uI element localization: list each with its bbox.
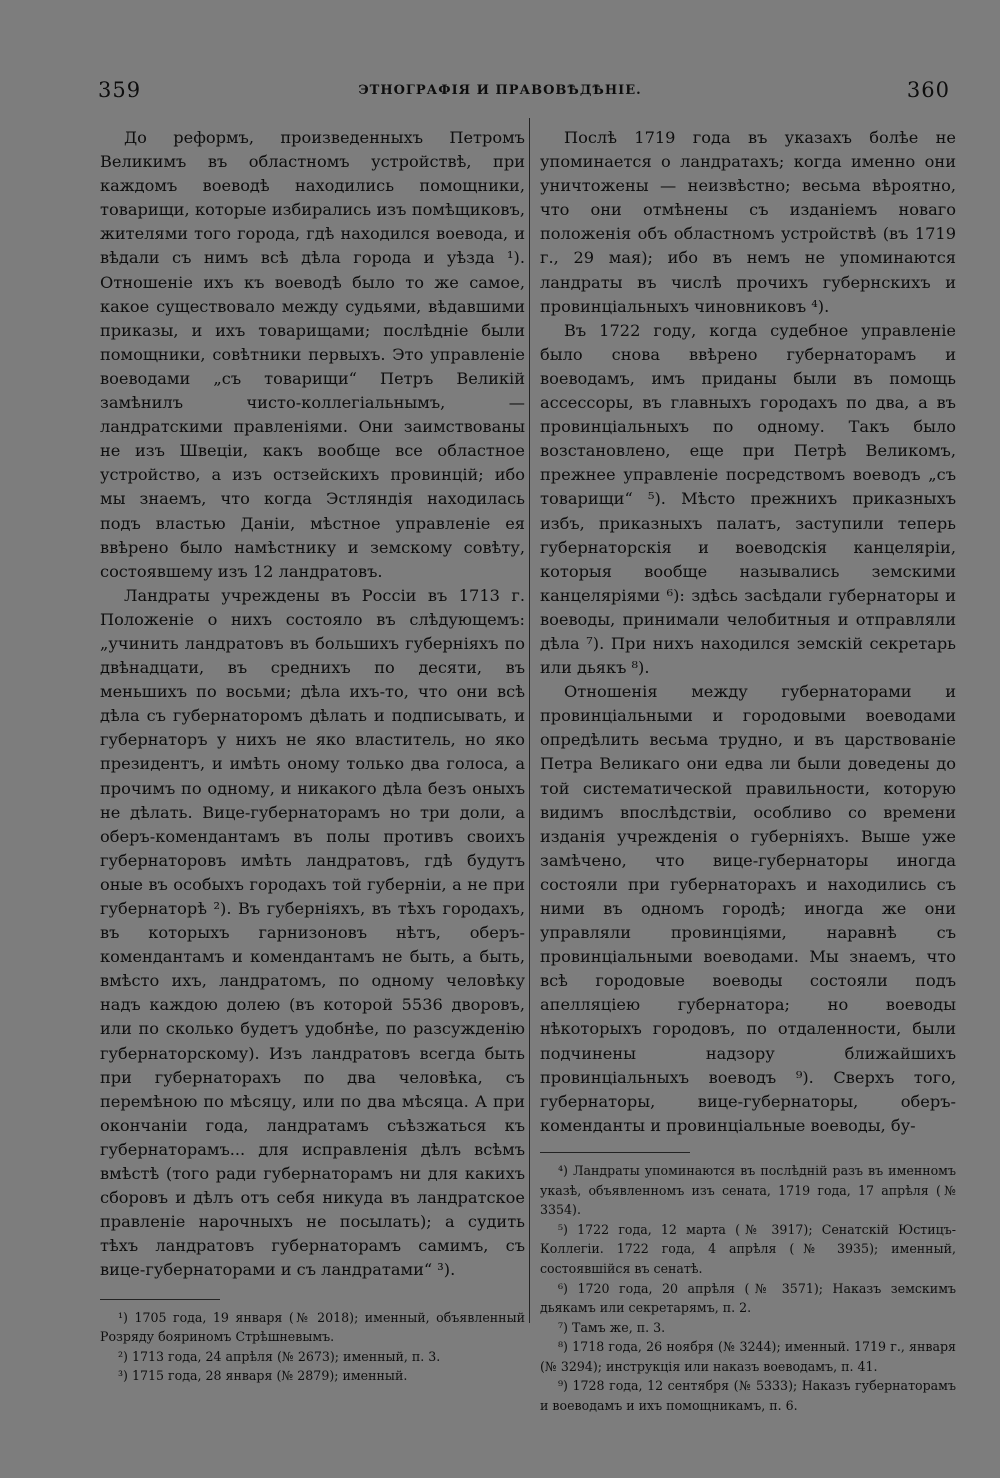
footnote: ⁷) Тамъ же, п. 3. [558,1319,666,1335]
paragraph: До реформъ, произведенныхъ Петромъ Великимъ въ областномъ устройствѣ, при каждомъ воеводѣ находились помощники, товарищи, которые избирались изъ помѣщиковъ, жителями того города, гдѣ находился воевода, и вѣдали съ нимъ всѣ дѣла города и уѣзда ¹). Отношеніе ихъ къ воеводѣ было то же самое, какое существовало между судьями, вѣдавшими приказы, и ихъ товарищами; послѣдніе были помощники, совѣтники первыхъ. Это управленіе воеводами „съ товарищи“ Петръ Великій замѣнилъ чисто-коллегіальнымъ, — ландратскими правленіями. Они заимствованы не изъ Швеціи, какъ вообще все областное устройство, а изъ остзейскихъ провинцій; ибо мы знаемъ, что когда Эстляндія находилась подъ властью Даніи, мѣстное управленіе ея ввѣрено было намѣстнику и земскому совѣту, состоявшему изъ 12 ландратовъ. [100,128,525,581]
footnote: ¹) 1705 года, 19 января (№ 2018); именный, объявленный Розряду бояриномъ Стрѣшневымъ. [100,1309,525,1345]
footnote-rule [100,1299,220,1300]
footnote: ⁵) 1722 года, 12 марта (№ 3917); Сенатскій Юстицъ-Коллегіи. 1722 года, 4 апрѣля (№ 3935); именный, состоявшійся въ сенатѣ. [540,1221,956,1276]
page-number-left: 359 [98,78,142,102]
left-column [100,126,525,1386]
paragraph: Отношенія между губернаторами и провинціальными и городовыми воеводами опредѣлить весьма трудно, и въ царствованіе Петра Великаго они едва ли были доведены до той систематической правильности, которую видимъ впослѣдствіи, особливо со времени изданія учрежденія о губерніяхъ. Выше уже замѣчено, что вице-губернаторы иногда состояли при губернаторахъ и находились съ ними въ одномъ городѣ; иногда же они управляли провинціями, наравнѣ съ провинціальными воеводами. Мы знаемъ, что всѣ городовые воеводы состояли подъ апелляціею губернатора; но воеводы нѣкоторыхъ городовъ, по отдаленности, были подчинены надзору ближайшихъ провинціальныхъ воеводъ ⁹). Сверхъ того, губернаторы, вице-губернаторы, оберъ-коменданты и провинціальные воеводы, бу- [540,682,956,1135]
running-header [0,78,1000,108]
footnote: ⁸) 1718 года, 26 ноября (№ 3244); именный. 1719 г., января (№ 3294); инструкція или наказъ воеводамъ, п. 41. [540,1339,956,1374]
paragraph: Ландраты учреждены въ Россіи въ 1713 г. Положеніе о нихъ состояло въ слѣдующемъ: „учинить ландратовъ въ большихъ губерніяхъ по двѣнадцати, въ среднихъ по десяти, въ меньшихъ по восьми; дѣла ихъ-то, что они всѣ дѣла съ губернаторомъ дѣлать и подписывать, и губернаторъ у нихъ не яко властитель, но яко президентъ, и имѣть оному только два голоса, а прочимъ по одному, и никакого дѣла безъ оныхъ не дѣлать. Вице-губернаторамъ но три доли, а оберъ-комендантамъ въ полы противъ своихъ губернаторовъ имѣть ландратовъ, гдѣ будутъ оные въ особыхъ городахъ той губерніи, а не при губернаторѣ ²). Въ губерніяхъ, въ тѣхъ городахъ, въ которыхъ гарнизоновъ нѣтъ, оберъ-комендантамъ и комендантамъ не быть, а быть, вмѣсто ихъ, ландратомъ, по одному человѣку надъ каждою долею (въ которой 5536 дворовъ, или по сколько будетъ удобнѣе, по разсужденію губернаторскому). Изъ ландратовъ всегда быть при губернаторахъ по два человѣка, съ перемѣною по мѣсяцу, или по два мѣсяца. А при окончаніи года, ландратамъ съѣзжаться къ губернаторамъ... для исправленія дѣлъ всѣмъ вмѣстѣ (того ради губернаторамъ ни для какихъ сборовъ и дѣлъ отъ себя никуда въ ландратское правленіе нарочныхъ не посылать); а судить тѣхъ ландратовъ губернаторамъ самимъ, съ вице-губернаторами и съ ландратами“ ³). [100,585,525,1280]
page-number-right: 360 [906,78,950,102]
footnote: ³) 1715 года, 28 января (№ 2879); именный. [118,1368,408,1384]
footnote: ⁶) 1720 года, 20 апрѣля (№ 3571); Наказъ земскимъ дьякамъ или секретарямъ, п. 2. [540,1280,956,1316]
paragraph: Въ 1722 году, когда судебное управленіе было снова ввѣрено губернаторамъ и воеводамъ, имъ приданы были въ помощь ассессоры, въ главныхъ городахъ по два, а въ провинціальныхъ по одному. Такъ было возстановлено, еще при Петрѣ Великомъ, прежнее управленіе посредствомъ воеводъ „съ товарищи“ ⁵). Мѣсто прежнихъ приказныхъ избъ, приказныхъ палатъ, заступили теперь губернаторскія и воеводскія канцеляріи, которыя вообще назывались земскими канцеляріями ⁶): здѣсь засѣдали губернаторы и воеводы, принимали челобитныя и отправляли дѣла ⁷). При нихъ находился земскій секретарь или дьякъ ⁸). [540,320,956,678]
column-divider [529,118,530,1323]
footnote: ⁹) 1728 года, 12 сентября (№ 5333); Наказъ губернаторамъ и воеводамъ и ихъ помощникамъ, п. 6. [540,1378,956,1414]
footnote: ⁴) Ландраты упоминаются въ послѣдній разъ въ именномъ указѣ, объявленномъ изъ сената, 1719 года, 17 апрѣля (№ 3354). [540,1162,956,1218]
right-column [540,126,956,1416]
footnote-rule [540,1152,690,1153]
footnote: ²) 1713 года, 24 апрѣля (№ 2673); именный, п. 3. [118,1348,441,1364]
running-title: ЭТНОГРАФІЯ И ПРАВОВѢДѢНІЕ. [358,83,642,98]
paragraph: Послѣ 1719 года въ указахъ болѣе не упоминается о ландратахъ; когда именно они уничтожены — неизвѣстно; весьма вѣроятно, что они отмѣнены съ изданіемъ новаго положенія объ областномъ устройствѣ (въ 1719 г., 29 мая); ибо въ немъ не упоминаются ландраты въ числѣ прочихъ губернскихъ и провинціальныхъ чиновниковъ ⁴). [540,128,956,316]
